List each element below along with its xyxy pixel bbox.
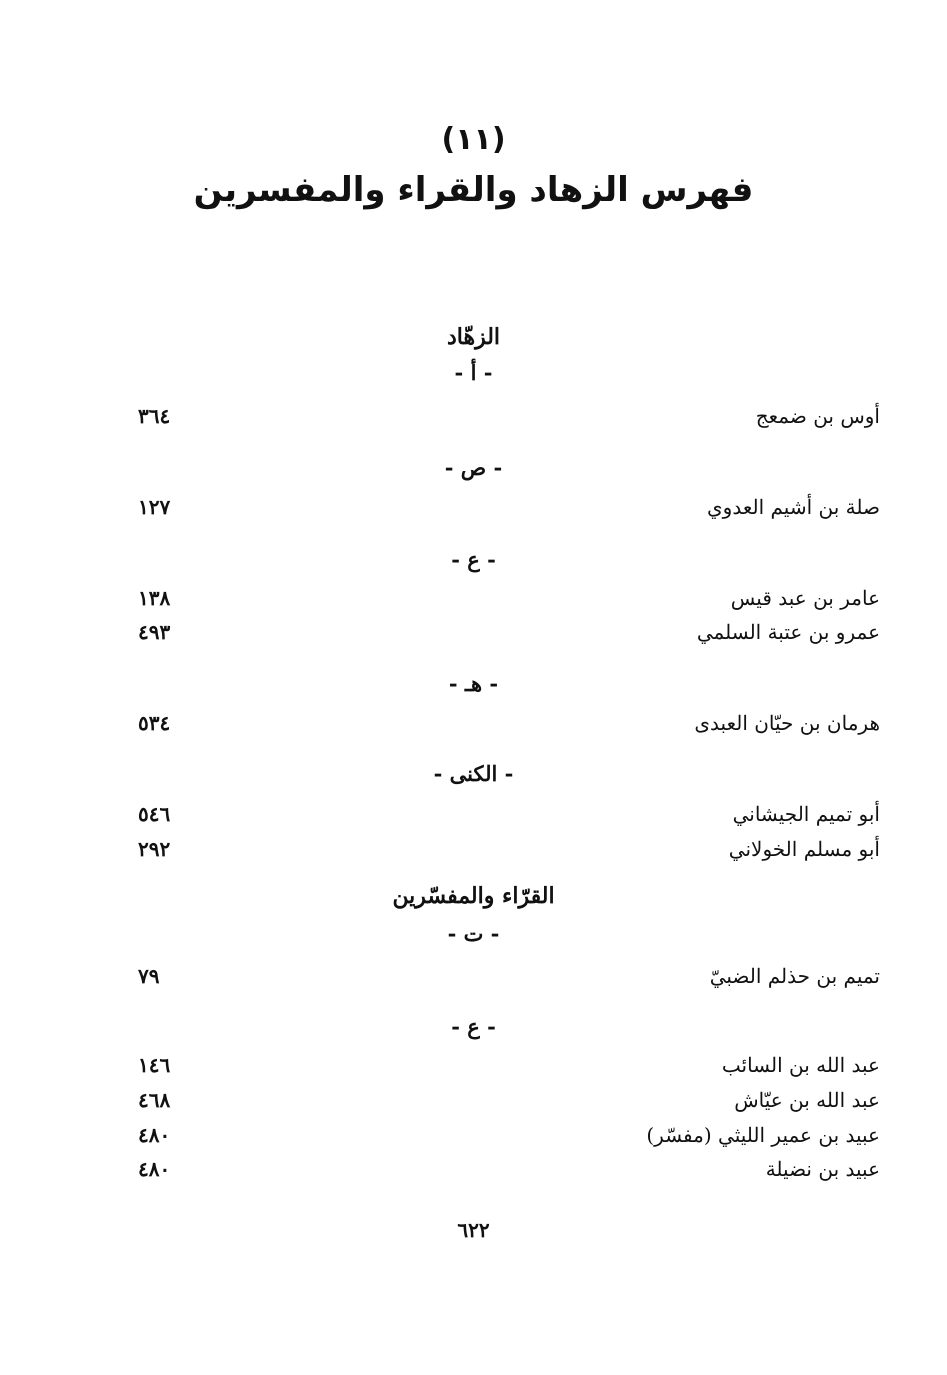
page-number: ٦٢٢ bbox=[457, 1218, 490, 1242]
letter-heading: - ع - bbox=[451, 1014, 496, 1039]
entry-page-number: ٣٦٤ bbox=[138, 404, 171, 428]
entry-name: عبد الله بن السائب bbox=[721, 1053, 880, 1077]
index-entry bbox=[120, 1088, 880, 1118]
entry-name: أوس بن ضمعج bbox=[755, 404, 880, 428]
entry-page-number: ٥٣٤ bbox=[138, 711, 171, 735]
index-entry bbox=[120, 837, 880, 867]
entry-name: عمرو بن عتبة السلمي bbox=[696, 620, 880, 644]
entry-page-number: ١٢٧ bbox=[138, 495, 171, 519]
entry-name: أبو مسلم الخولاني bbox=[728, 837, 880, 861]
page-title: فهرس الزهاد والقراء والمفسرين bbox=[193, 170, 754, 210]
entry-page-number: ٤٩٣ bbox=[138, 620, 171, 644]
entry-page-number: ٤٨٠ bbox=[138, 1123, 171, 1147]
index-entry bbox=[120, 1123, 880, 1153]
letter-heading: - هـ - bbox=[448, 671, 499, 696]
entry-page-number: ٤٨٠ bbox=[138, 1157, 171, 1181]
index-entry bbox=[120, 586, 880, 616]
index-entry bbox=[120, 620, 880, 650]
entry-name: صلة بن أشيم العدوي bbox=[707, 495, 880, 519]
entry-page-number: ٤٦٨ bbox=[138, 1088, 171, 1112]
section-heading-reciters: القرّاء والمفسّرين bbox=[392, 883, 555, 909]
index-entry bbox=[120, 802, 880, 832]
entry-name: هرمان بن حيّان العبدى bbox=[694, 711, 880, 735]
letter-heading: - ص - bbox=[444, 455, 503, 480]
index-entry bbox=[120, 1053, 880, 1083]
entry-name: أبو تميم الجيشاني bbox=[732, 802, 880, 826]
entry-name: عبد الله بن عيّاش bbox=[734, 1088, 880, 1112]
index-entry bbox=[120, 404, 880, 434]
letter-heading: - أ - bbox=[454, 360, 493, 385]
entry-page-number: ١٤٦ bbox=[138, 1053, 171, 1077]
entry-page-number: ٧٩ bbox=[138, 964, 160, 988]
index-entry bbox=[120, 964, 880, 994]
chapter-number: (١١) bbox=[441, 122, 506, 157]
entry-name: عامر بن عبد قيس bbox=[730, 586, 880, 610]
entry-name: تميم بن حذلم الضبيّ bbox=[709, 964, 880, 988]
letter-heading: - ت - bbox=[447, 921, 500, 946]
index-entry bbox=[120, 711, 880, 741]
letter-heading: - ع - bbox=[451, 547, 496, 572]
entry-name: عبيد بن عمير الليثي (مفسّر) bbox=[646, 1123, 880, 1147]
entry-name: عبيد بن نضيلة bbox=[765, 1157, 880, 1181]
entry-page-number: ٥٤٦ bbox=[138, 802, 171, 826]
index-entry bbox=[120, 495, 880, 525]
entry-page-number: ٢٩٢ bbox=[138, 837, 171, 861]
section-heading-ascetics: الزهّاد bbox=[446, 324, 501, 350]
index-entry bbox=[120, 1157, 880, 1187]
entry-page-number: ١٣٨ bbox=[138, 586, 171, 610]
letter-heading: - الكنى - bbox=[433, 761, 514, 786]
